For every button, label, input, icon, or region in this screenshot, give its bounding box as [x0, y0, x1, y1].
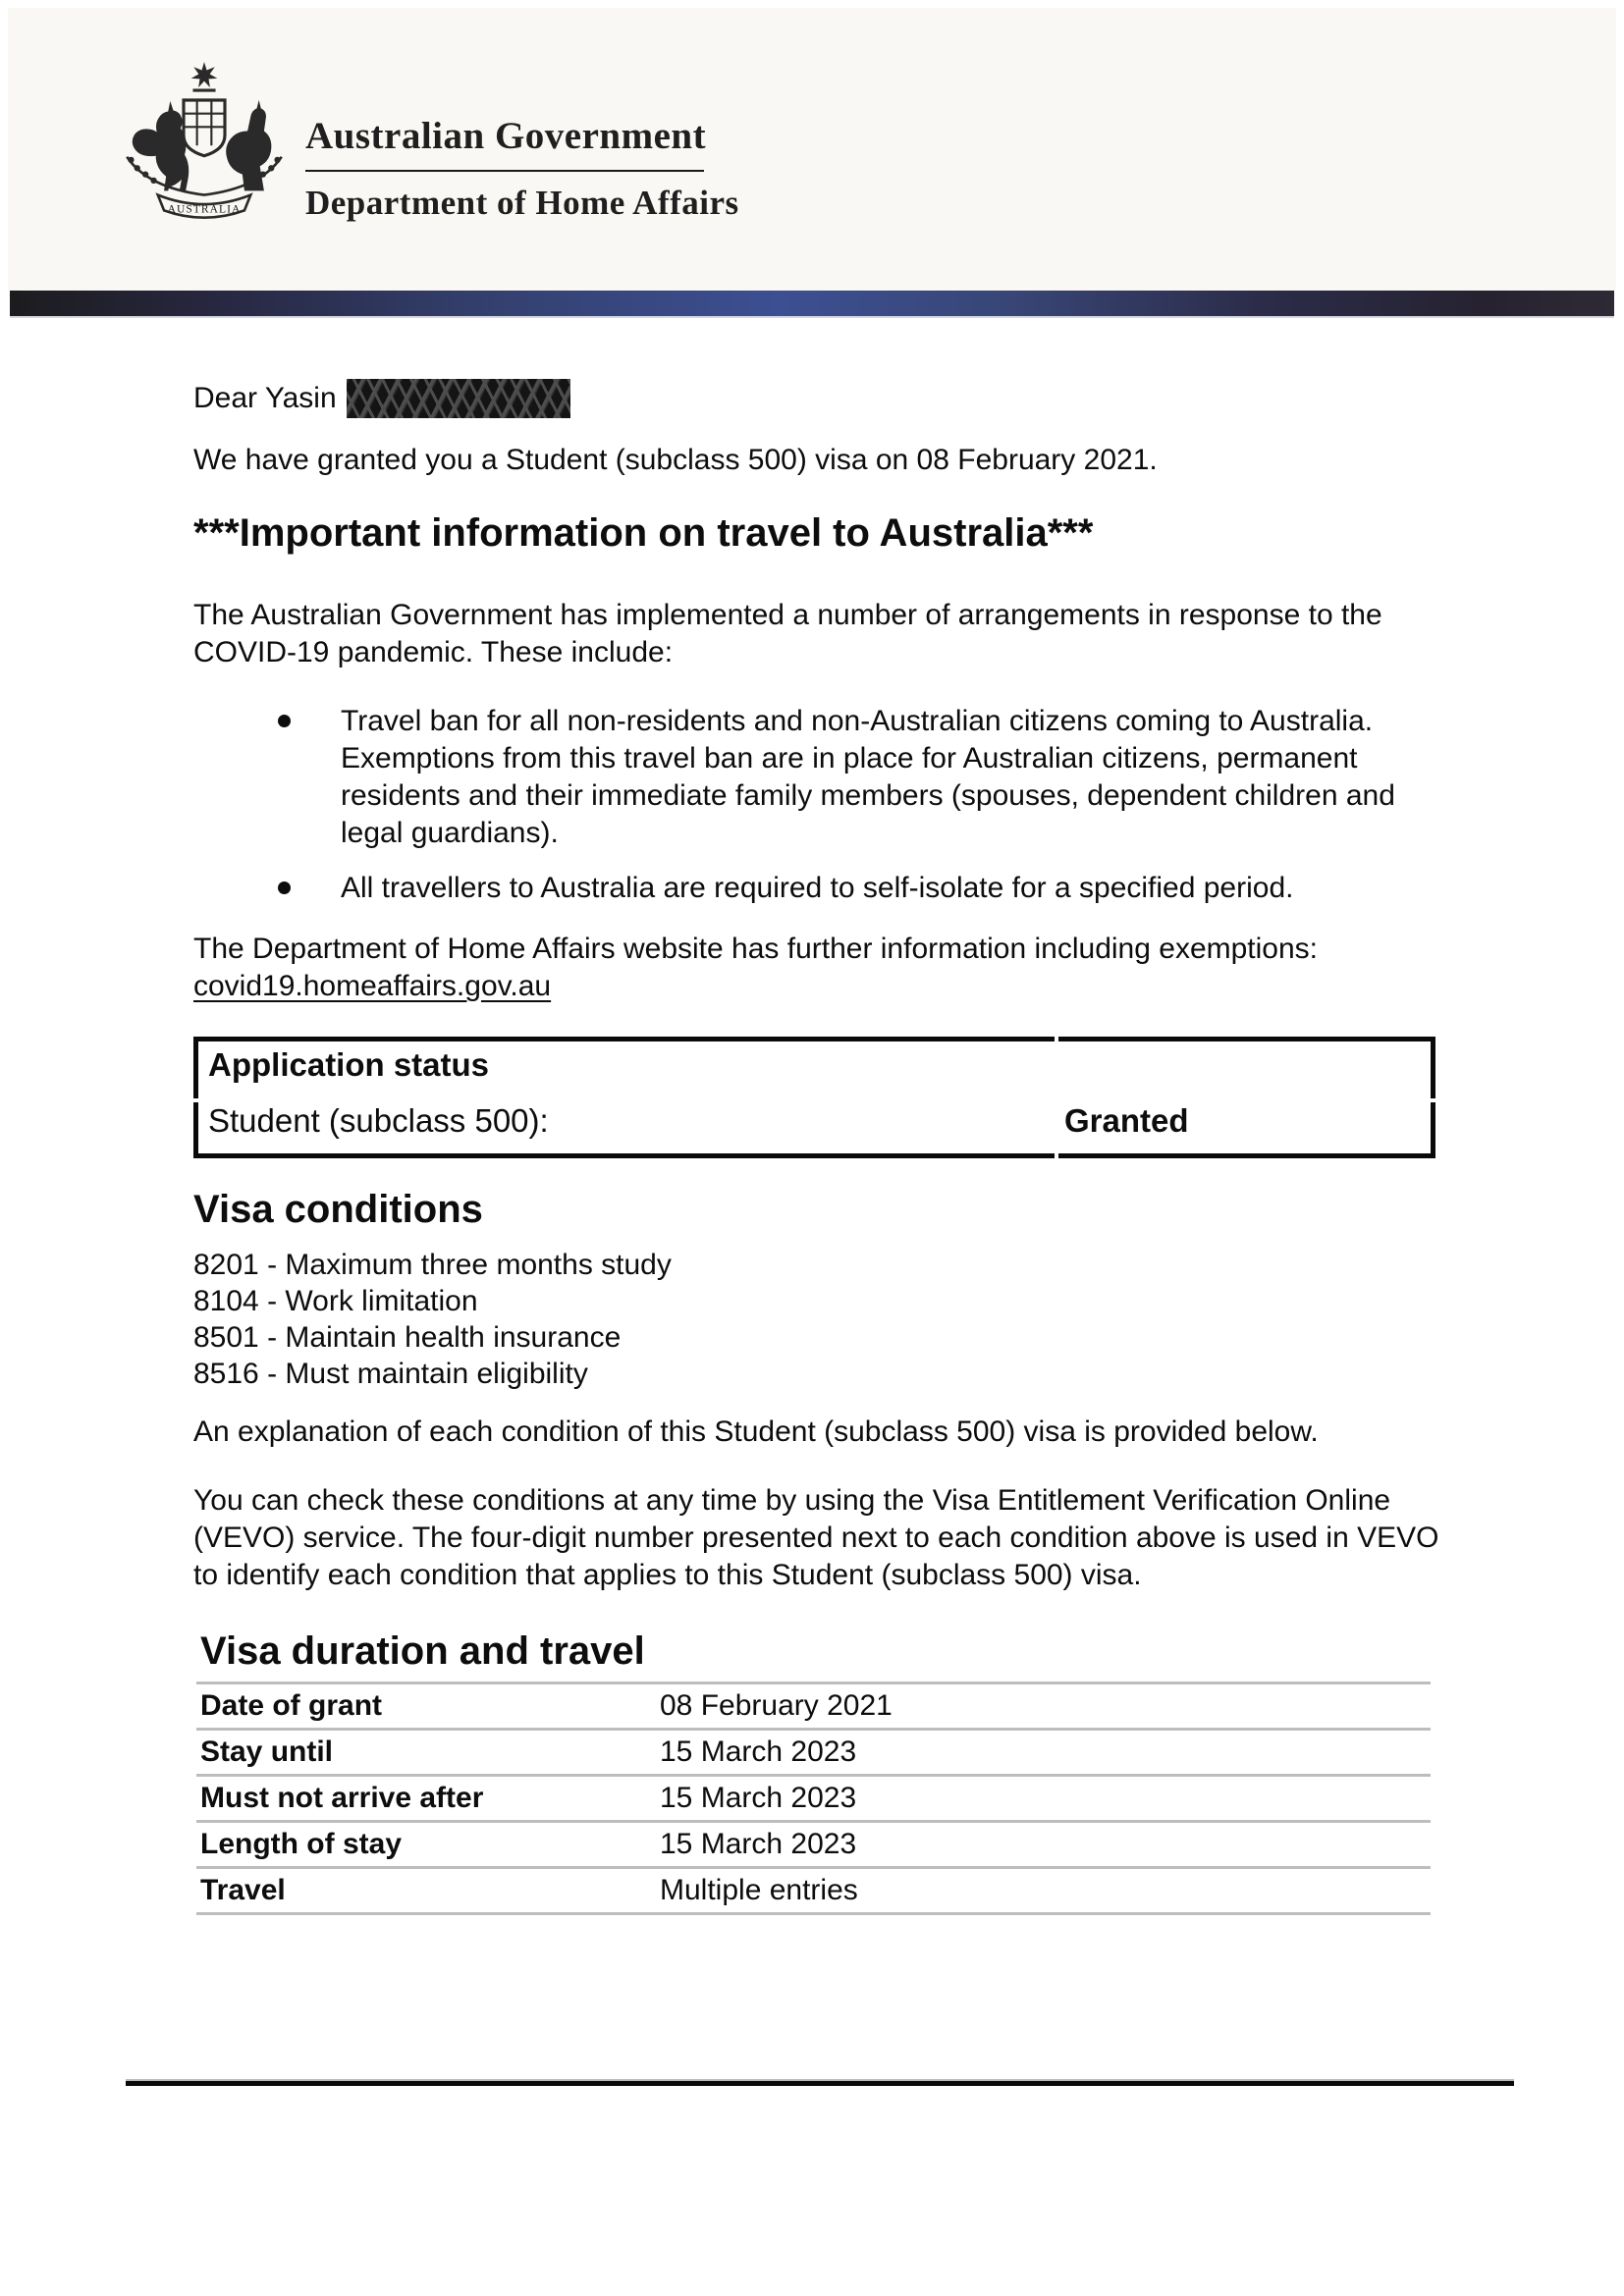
- list-item: All travellers to Australia are required to self-isolate for a specified period.: [193, 870, 1434, 907]
- row-value: 15 March 2023: [660, 1735, 857, 1768]
- condition-item: 8201 - Maximum three months study: [193, 1249, 672, 1281]
- border-seam: [1431, 1098, 1435, 1102]
- row-value: 08 February 2021: [660, 1689, 893, 1722]
- row-label: Stay until: [200, 1735, 334, 1768]
- list-item: Travel ban for all non-residents and non-Australian citizens coming to Australia. Exemptions from this travel ban are in place for Australian citizens, permanent residents and their immediate family members (spouses, dependent children and legal guardians).: [193, 703, 1434, 852]
- shield-icon: [184, 100, 225, 156]
- row-label: Date of grant: [200, 1689, 383, 1722]
- row-label: Travel: [200, 1874, 286, 1906]
- border-seam: [1055, 1037, 1058, 1041]
- salutation-text: Dear Yasin: [193, 382, 337, 414]
- letterhead: [8, 8, 1616, 291]
- letterhead-text: [305, 114, 1052, 223]
- application-status-title: Application status: [208, 1046, 490, 1083]
- row-value: Multiple entries: [660, 1874, 858, 1906]
- grant-intro: We have granted you a Student (subclass 500) visa on 08 February 2021.: [193, 444, 1158, 476]
- conditions-explanation: An explanation of each condition of this Student (subclass 500) visa is provided below.: [193, 1415, 1319, 1448]
- website-info: [193, 931, 1440, 1005]
- coat-of-arms-icon: [106, 59, 302, 224]
- commonwealth-star-icon: [191, 62, 218, 87]
- status-badge: Granted: [1064, 1102, 1189, 1139]
- visa-duration-table: [196, 1682, 1431, 1915]
- visa-subclass-label: Student (subclass 500):: [208, 1102, 549, 1139]
- table-row: [196, 1866, 1431, 1912]
- covid-arrangements-paragraph: The Australian Government has implemented a number of arrangements in response to the COVID-19 pandemic. These include:: [193, 599, 1382, 668]
- agency-name: Australian Government: [305, 115, 707, 157]
- letterhead-divider: [305, 170, 704, 172]
- condition-item: 8501 - Maintain health insurance: [193, 1321, 622, 1354]
- covid-bullet-list: [193, 703, 1434, 907]
- salutation-line: [193, 379, 570, 418]
- visa-duration-heading: Visa duration and travel: [200, 1629, 645, 1673]
- important-info-heading: ***Important information on travel to Australia***: [193, 511, 1094, 555]
- header-divider-bar: [10, 291, 1614, 318]
- table-row: [196, 1682, 1431, 1728]
- kangaroo-icon: [133, 101, 189, 190]
- border-seam: [1055, 1153, 1058, 1158]
- redacted-name: [347, 379, 570, 418]
- website-info-text: The Department of Home Affairs website has further information including exemptions:: [193, 933, 1319, 965]
- visa-conditions-heading: Visa conditions: [193, 1188, 483, 1231]
- row-label: Length of stay: [200, 1828, 403, 1860]
- table-row: [196, 1820, 1431, 1866]
- application-status-box: [193, 1037, 1435, 1158]
- condition-item: 8516 - Must maintain eligibility: [193, 1358, 588, 1390]
- emblem-banner-text: AUSTRALIA: [167, 203, 242, 216]
- row-value: 15 March 2023: [660, 1782, 857, 1814]
- vevo-note: You can check these conditions at any time by using the Visa Entitlement Verification Online (VEVO) service. The four-digit number presented next to each condition above is used in VEVO to identify each condition that applies to this Student (subclass 500) visa.: [193, 1484, 1439, 1591]
- footer-divider: [126, 2079, 1514, 2086]
- table-row: [196, 1774, 1431, 1820]
- table-row: [196, 1728, 1431, 1774]
- row-label: Must not arrive after: [200, 1782, 484, 1814]
- border-seam: [193, 1098, 198, 1102]
- department-name: Department of Home Affairs: [305, 184, 739, 222]
- covid-website-link[interactable]: covid19.homeaffairs.gov.au: [193, 970, 552, 1002]
- visa-conditions-list: [193, 1247, 672, 1392]
- condition-item: 8104 - Work limitation: [193, 1285, 478, 1317]
- row-value: 15 March 2023: [660, 1828, 857, 1860]
- emu-icon: [226, 100, 271, 190]
